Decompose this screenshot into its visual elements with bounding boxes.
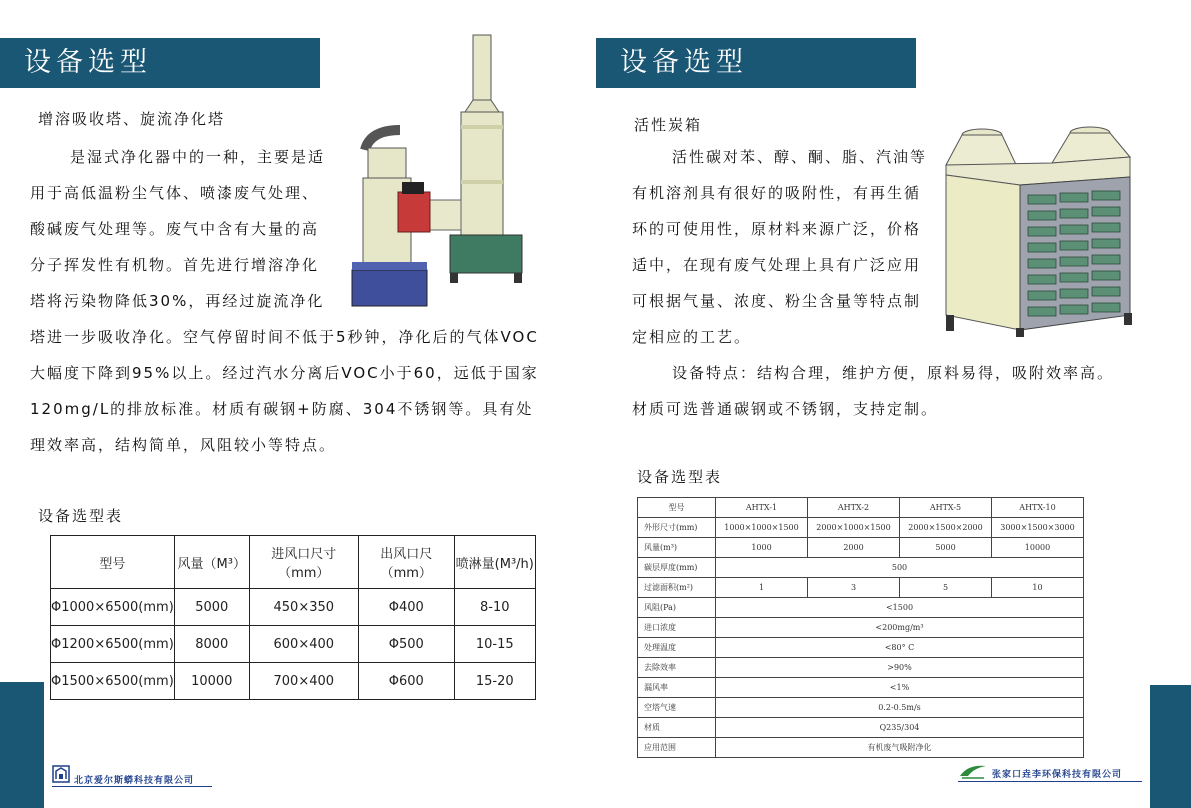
right-body-line: 定相应的工艺。 — [632, 328, 752, 346]
table-row — [638, 598, 1084, 618]
table-cell: Φ500 — [358, 626, 454, 663]
table-cell: 5 — [900, 578, 992, 598]
table-cell: 2000 — [808, 538, 900, 558]
table-cell: <200mg/m³ — [716, 618, 1084, 638]
left-spec-table — [50, 535, 536, 700]
table-row — [638, 698, 1084, 718]
table-cell: 过滤面积(m²) — [638, 578, 716, 598]
table-cell: AHTX-10 — [992, 498, 1084, 518]
right-footer-line — [958, 781, 1142, 782]
table-cell: 10000 — [992, 538, 1084, 558]
table-cell: 1000 — [716, 538, 808, 558]
table-cell: 3 — [808, 578, 900, 598]
table-row — [51, 626, 536, 663]
table-cell: 3000×1500×3000 — [992, 518, 1084, 538]
right-body-line: 设备特点：结构合理，维护方便，原料易得，吸附效率高。 — [672, 364, 1115, 382]
table-row — [638, 538, 1084, 558]
right-body-line: 有机溶剂具有很好的吸附性，有再生循 — [632, 184, 922, 202]
table-row — [638, 618, 1084, 638]
table-cell: 700×400 — [249, 663, 358, 700]
table-cell: Φ400 — [358, 589, 454, 626]
table-row — [638, 518, 1084, 538]
table-cell: 去除效率 — [638, 658, 716, 678]
left-banner: 设备选型 — [0, 38, 320, 88]
left-body-line: 用于高低温粉尘气体、喷漆废气处理、 — [30, 184, 320, 202]
table-header-cell: 出风口尺（mm） — [358, 536, 454, 589]
right-body-line: 材质可选普通碳钢或不锈钢，支持定制。 — [632, 400, 939, 418]
table-cell: AHTX-1 — [716, 498, 808, 518]
table-cell: 600×400 — [249, 626, 358, 663]
table-cell: <1500 — [716, 598, 1084, 618]
table-cell: Q235/304 — [716, 718, 1084, 738]
table-row — [638, 678, 1084, 698]
table-row — [638, 498, 1084, 518]
right-corner-block — [1150, 685, 1191, 808]
table-cell: >90% — [716, 658, 1084, 678]
table-cell: AHTX-5 — [900, 498, 992, 518]
left-body-line: 塔将污染物降低30%，再经过旋流净化 — [30, 292, 325, 310]
left-body-line: 分子挥发性有机物。首先进行增溶净化 — [30, 256, 320, 274]
table-cell: Φ1500×6500(mm) — [51, 663, 175, 700]
left-heading: 增溶吸收塔、旋流净化塔 — [38, 110, 226, 128]
table-row — [638, 658, 1084, 678]
right-body-line: 活性碳对苯、醇、酮、脂、汽油等 — [672, 148, 928, 166]
table-cell: 处理温度 — [638, 638, 716, 658]
carbon-box-illustration — [940, 125, 1145, 337]
table-header-cell: 进风口尺寸（mm） — [249, 536, 358, 589]
table-cell: 8-10 — [454, 589, 535, 626]
table-cell: 2000×1500×2000 — [900, 518, 992, 538]
table-cell: 有机废气吸附净化 — [716, 738, 1084, 758]
left-body-line: 大幅度下降到95%以上。经过汽水分离后VOC小于60，远低于国家 — [30, 364, 539, 382]
table-cell: 材质 — [638, 718, 716, 738]
table-cell: 进口浓度 — [638, 618, 716, 638]
table-cell: 500 — [716, 558, 1084, 578]
table-header-row — [51, 536, 536, 589]
table-cell: 应用范围 — [638, 738, 716, 758]
table-cell: 10-15 — [454, 626, 535, 663]
table-row — [51, 589, 536, 626]
table-row — [638, 638, 1084, 658]
table-cell: Φ1000×6500(mm) — [51, 589, 175, 626]
table-cell: 型号 — [638, 498, 716, 518]
right-body-line: 环的可使用性，原材料来源广泛，价格 — [632, 220, 922, 238]
table-row — [638, 578, 1084, 598]
left-body-line: 是湿式净化器中的一种，主要是适 — [70, 148, 326, 166]
table-cell: 450×350 — [249, 589, 358, 626]
table-cell: 空塔气速 — [638, 698, 716, 718]
table-cell: 5000 — [900, 538, 992, 558]
table-cell: 8000 — [174, 626, 249, 663]
table-cell: 风阻(Pa) — [638, 598, 716, 618]
table-row — [638, 738, 1084, 758]
table-cell: AHTX-2 — [808, 498, 900, 518]
left-body-line: 理效率高，结构简单，风阻较小等特点。 — [30, 436, 337, 454]
table-cell: 漏风率 — [638, 678, 716, 698]
table-cell: 15-20 — [454, 663, 535, 700]
table-cell: 0.2-0.5m/s — [716, 698, 1084, 718]
table-cell: 10 — [992, 578, 1084, 598]
table-cell: 2000×1000×1500 — [808, 518, 900, 538]
table-row — [51, 663, 536, 700]
left-table-title: 设备选型表 — [38, 507, 124, 525]
table-cell: Φ600 — [358, 663, 454, 700]
left-footer-line — [52, 786, 212, 787]
left-body-line: 120mg/L的排放标准。材质有碳钢+防腐、304不锈钢等。具有处 — [30, 400, 534, 418]
left-corner-block — [0, 682, 44, 808]
table-cell: 1 — [716, 578, 808, 598]
right-footer-company: 张家口垚李环保科技有限公司 — [992, 770, 1123, 780]
right-table-title: 设备选型表 — [637, 468, 723, 486]
right-body-line: 可根据气量、浓度、粉尘含量等特点制 — [632, 292, 922, 310]
right-banner: 设备选型 — [596, 38, 916, 88]
table-cell: <80° C — [716, 638, 1084, 658]
table-cell: 1000×1000×1500 — [716, 518, 808, 538]
table-cell: 碳层厚度(mm) — [638, 558, 716, 578]
table-cell: 外形尺寸(mm) — [638, 518, 716, 538]
left-footer-company: 北京爱尔斯蟒科技有限公司 — [74, 776, 195, 786]
table-header-cell: 风量（M³） — [174, 536, 249, 589]
table-cell: Φ1200×6500(mm) — [51, 626, 175, 663]
right-spec-table — [637, 497, 1084, 758]
table-row — [638, 718, 1084, 738]
table-row — [638, 558, 1084, 578]
left-body-line: 塔进一步吸收净化。空气停留时间不低于5秒钟，净化后的气体VOC — [30, 328, 539, 346]
table-cell: 风量(m³) — [638, 538, 716, 558]
table-header-cell: 喷淋量(M³/h) — [454, 536, 535, 589]
scrubber-tower-illustration — [330, 30, 530, 310]
table-cell: 10000 — [174, 663, 249, 700]
right-body-line: 适中，在现有废气处理上具有广泛应用 — [632, 256, 922, 274]
left-body-line: 酸碱废气处理等。废气中含有大量的高 — [30, 220, 320, 238]
left-company-logo-icon — [52, 765, 70, 783]
table-header-cell: 型号 — [51, 536, 175, 589]
table-cell: <1% — [716, 678, 1084, 698]
table-cell: 5000 — [174, 589, 249, 626]
right-company-logo-icon — [958, 762, 988, 780]
right-heading: 活性炭箱 — [634, 116, 703, 134]
